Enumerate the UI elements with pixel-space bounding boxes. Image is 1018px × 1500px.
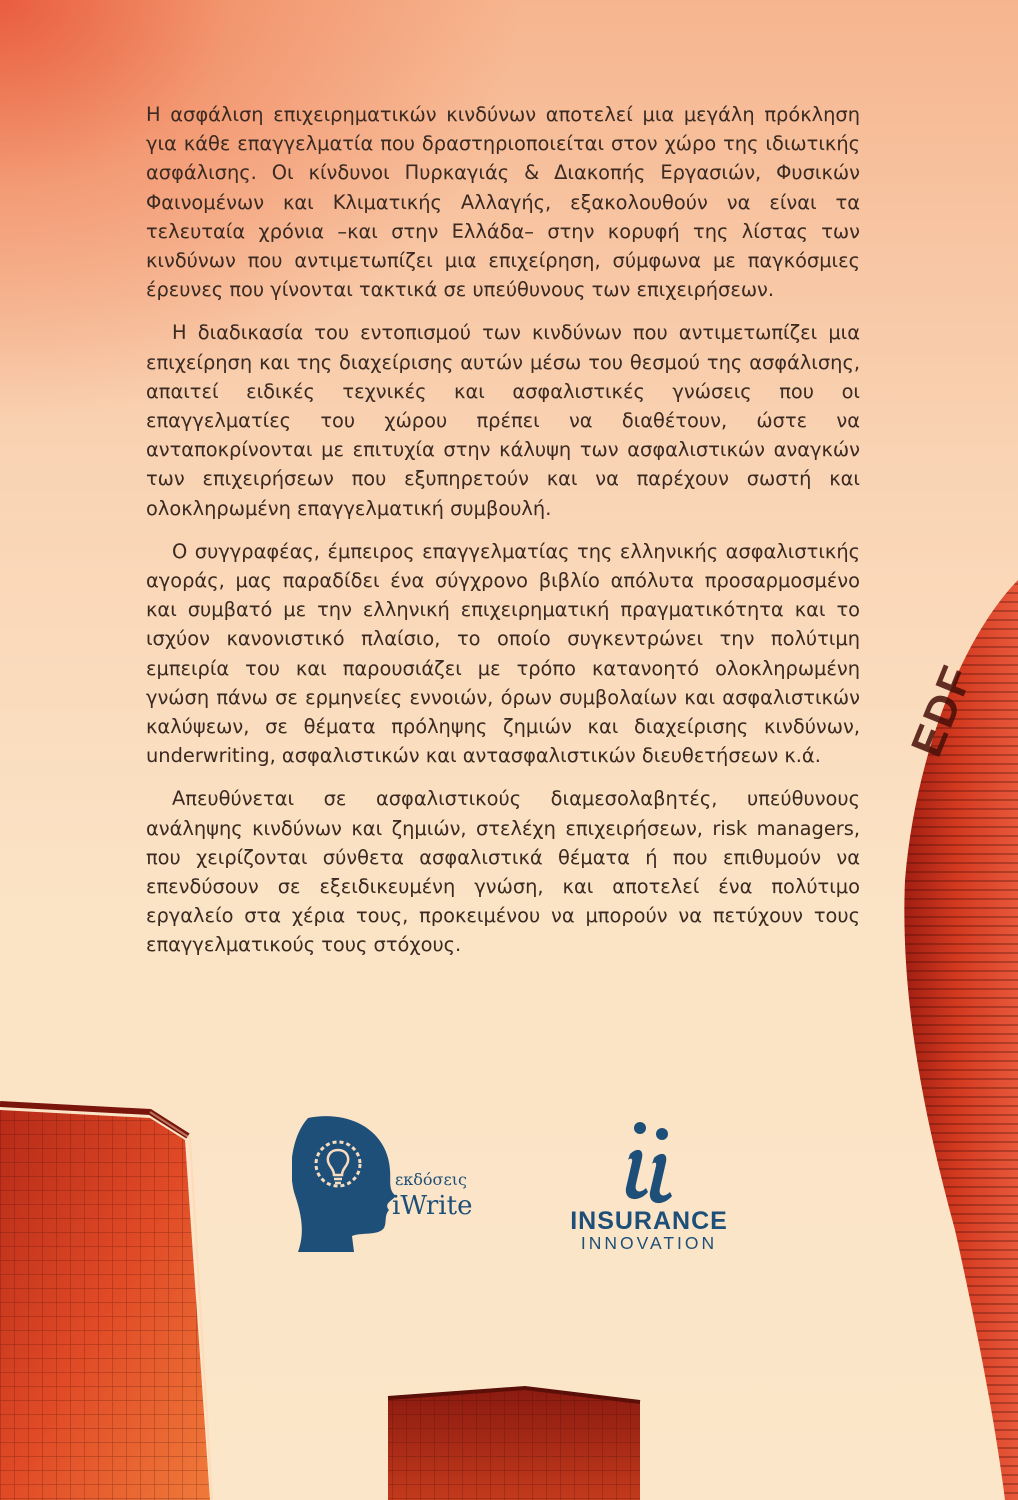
building-sign: EDF	[902, 657, 983, 764]
partner-line2: INNOVATION	[580, 1233, 718, 1253]
partner-line1: INSURANCE	[570, 1207, 728, 1235]
insurance-innovation-ii-icon	[612, 1118, 686, 1208]
paragraph-3: Ο συγγραφέας, έμπειρος επαγγελματίας της ελληνικής ασφαλιστικής αγοράς, μας παραδίδει ένα σύγχρονο βιβλίο απόλυτα προσαρμοσμένο και συμβατό με την ελληνική επιχειρηματική πραγματικότητα και το ισχύον κανονιστικό πλαίσιο, το οποίο συγκεντρώνει την πολύτιμη εμπειρία του και παρουσιάζει με τρόπο κατανοητό ολοκληρωμένη γνώση πάνω σε ερμηνείες εννοιών, όρων συμβολαίων και ασφαλιστικών καλύψεων, σε θέματα πρόληψης ζημιών και διαχείρισης κινδύνων, underwriting, ασφαλιστικών και αντασφαλιστικών διευθετήσεων κ.ά.	[146, 539, 860, 768]
description-text	[146, 100, 860, 974]
paragraph-4: Απευθύνεται σε ασφαλιστικούς διαμεσολαβητές, υπεύθυνους ανάληψης κινδύνων και ζημιών, στελέχη επιχειρήσεων, risk managers, που χειρίζονται σύνθετα ασφαλιστικά θέματα ή που επιθυμούν να επενδύσουν σε εξειδικευμένη γνώση, και αποτελεί ένα πολύτιμο εργαλείο στα χέρια τους, προκειμένου να μπορούν να πετύχουν τους επαγγελματικούς τους στόχους.	[146, 787, 860, 957]
paragraph-1: Η ασφάλιση επιχειρηματικών κινδύνων αποτελεί μια μεγάλη πρόκληση για κάθε επαγγελματία που δραστηριοποιείται στον χώρο της ιδιωτικής ασφάλισης. Οι κίνδυνοι Πυρκαγιάς & Διακοπής Εργασιών, Φυσικών Φαινομένων και Κλιματικής Αλλαγής, εξακολουθούν να είναι τα τελευταία χρόνια –και στην Ελλάδα– στην κορυφή της λίστας των κινδύνων που αντιμετωπίζει μια επιχείρηση, σύμφωνα με παγκόσμιες έρευνες που γίνονται τακτικά σε υπεύθυνους των επιχειρήσεων.	[146, 103, 860, 302]
publisher-small: εκδόσεις	[395, 1170, 467, 1189]
iwrite-logo-text	[392, 1170, 472, 1221]
paragraph-2: Η διαδικασία του εντοπισμού των κινδύνων που αντιμετωπίζει μια επιχείρηση και της διαχείρισης αυτών μέσω του θεσμού της ασφάλισης, απαιτεί ειδικές τεχνικές και ασφαλιστικές γνώσεις που οι επαγγελματίες του χώρου πρέπει να διαθέτουν, ώστε να ανταποκρίνονται με επιτυχία στην κάλυψη των ασφαλιστικών αναγκών των επιχειρήσεων που εξυπηρετούν και να παρέχουν σωστή και ολοκληρωμένη επαγγελματική συμβουλή.	[146, 321, 860, 520]
insurance-innovation-logo-text	[566, 1208, 732, 1252]
publisher-name: iWrite	[392, 1191, 473, 1221]
